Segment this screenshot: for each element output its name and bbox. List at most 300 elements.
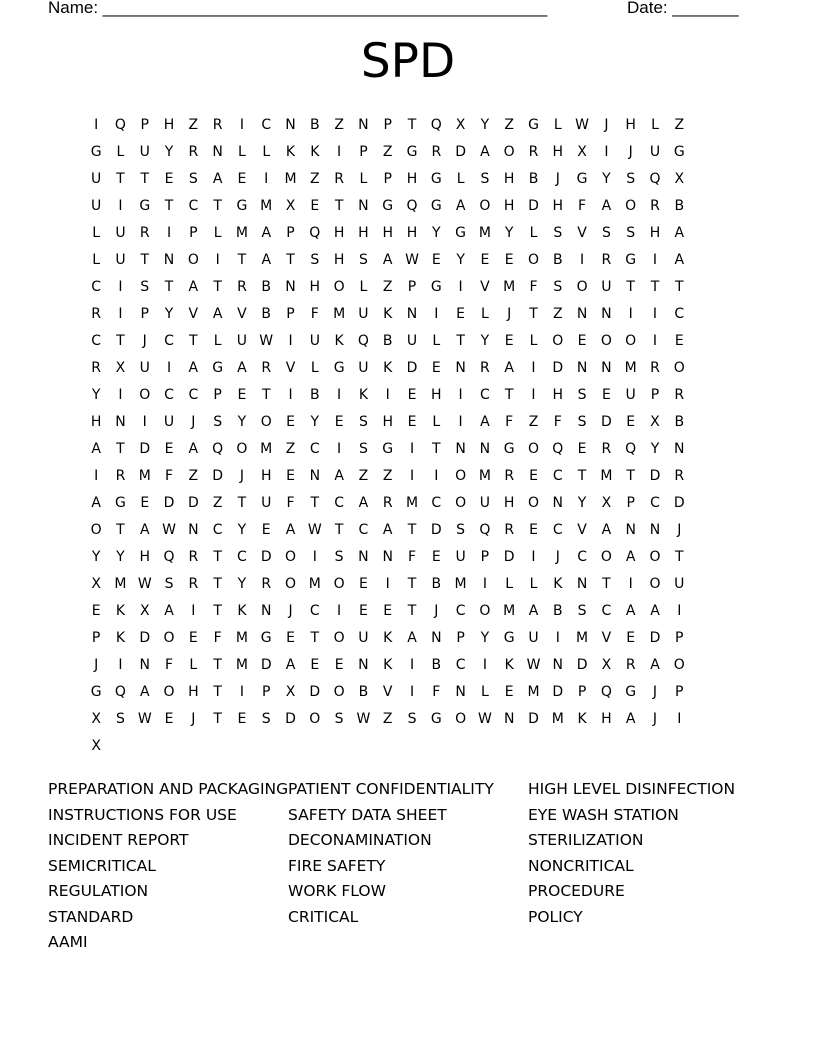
grid-letter[interactable]: V	[237, 306, 247, 322]
grid-letter[interactable]: Q	[552, 441, 564, 457]
grid-letter[interactable]: S	[480, 171, 490, 187]
grid-letter[interactable]: H	[503, 495, 515, 511]
grid-letter[interactable]: U	[528, 630, 539, 646]
grid-letter[interactable]: J	[677, 522, 682, 538]
grid-letter[interactable]: D	[139, 441, 151, 457]
grid-letter[interactable]: N	[163, 252, 175, 268]
grid-letter[interactable]: N	[309, 468, 321, 484]
grid-letter[interactable]: O	[139, 387, 151, 403]
grid-letter[interactable]: N	[479, 441, 491, 457]
grid-letter[interactable]: L	[651, 117, 659, 133]
grid-letter[interactable]: G	[382, 198, 394, 214]
grid-letter[interactable]: L	[432, 414, 441, 430]
grid-letter[interactable]: I	[239, 684, 244, 700]
grid-letter[interactable]: E	[164, 171, 174, 187]
grid-letter[interactable]: X	[115, 360, 126, 376]
grid-letter[interactable]: H	[406, 225, 418, 241]
grid-letter[interactable]: N	[358, 198, 369, 214]
grid-letter[interactable]: T	[529, 306, 538, 322]
grid-letter[interactable]: D	[139, 630, 151, 646]
grid-letter[interactable]: E	[431, 549, 441, 565]
grid-letter[interactable]: S	[334, 549, 344, 565]
grid-letter[interactable]: N	[139, 657, 150, 673]
grid-letter[interactable]: O	[576, 279, 588, 295]
grid-letter[interactable]: R	[601, 441, 612, 457]
grid-letter[interactable]: E	[456, 306, 466, 322]
grid-letter[interactable]: F	[505, 414, 514, 430]
grid-letter[interactable]: J	[555, 171, 560, 187]
grid-letter[interactable]: V	[285, 360, 296, 376]
grid-letter[interactable]: U	[358, 630, 369, 646]
grid-letter[interactable]: T	[650, 279, 660, 295]
grid-letter[interactable]: M	[624, 360, 637, 376]
grid-letter[interactable]: Q	[163, 549, 175, 565]
grid-letter[interactable]: L	[432, 333, 441, 349]
grid-letter[interactable]: K	[553, 576, 563, 592]
grid-letter[interactable]: Z	[382, 279, 393, 295]
grid-letter[interactable]: G	[90, 144, 102, 160]
grid-letter[interactable]: N	[576, 360, 588, 376]
grid-letter[interactable]: F	[529, 279, 538, 295]
grid-letter[interactable]: K	[115, 603, 126, 619]
grid-letter[interactable]: H	[260, 468, 272, 484]
grid-letter[interactable]: I	[337, 387, 342, 403]
grid-letter[interactable]: O	[479, 603, 491, 619]
grid-letter[interactable]: W	[162, 522, 176, 538]
grid-letter[interactable]: R	[650, 360, 660, 376]
grid-letter[interactable]: E	[286, 468, 295, 484]
grid-letter[interactable]: V	[382, 684, 393, 700]
grid-letter[interactable]: L	[359, 279, 368, 295]
grid-letter[interactable]: B	[261, 306, 272, 322]
grid-letter[interactable]: G	[115, 495, 126, 511]
grid-letter[interactable]: A	[625, 711, 636, 727]
grid-letter[interactable]: B	[310, 387, 320, 403]
grid-letter[interactable]: V	[480, 279, 490, 295]
grid-letter[interactable]: O	[625, 198, 637, 214]
grid-letter[interactable]: X	[91, 576, 101, 592]
grid-letter[interactable]: V	[577, 225, 587, 241]
grid-letter[interactable]: I	[142, 414, 147, 430]
grid-letter[interactable]: O	[649, 576, 661, 592]
grid-letter[interactable]: T	[116, 522, 125, 538]
grid-letter[interactable]: F	[213, 630, 222, 646]
grid-letter[interactable]: E	[480, 252, 490, 268]
grid-letter[interactable]: H	[90, 414, 102, 430]
grid-letter[interactable]: O	[673, 360, 685, 376]
grid-letter[interactable]: V	[188, 306, 199, 322]
grid-letter[interactable]: I	[239, 117, 244, 133]
grid-letter[interactable]: D	[600, 414, 612, 430]
grid-letter[interactable]: D	[649, 630, 661, 646]
grid-letter[interactable]: Q	[430, 117, 442, 133]
grid-letter[interactable]: C	[237, 549, 247, 565]
grid-letter[interactable]: C	[601, 603, 612, 619]
grid-letter[interactable]: K	[334, 333, 344, 349]
grid-letter[interactable]: Q	[479, 522, 491, 538]
grid-letter[interactable]: E	[601, 387, 611, 403]
grid-letter[interactable]: P	[359, 144, 368, 160]
grid-letter[interactable]: S	[164, 576, 174, 592]
grid-letter[interactable]: S	[553, 279, 563, 295]
grid-letter[interactable]: C	[91, 279, 102, 295]
grid-letter[interactable]: S	[334, 711, 344, 727]
grid-letter[interactable]: C	[552, 468, 563, 484]
grid-letter[interactable]: E	[529, 522, 538, 538]
grid-letter[interactable]: E	[626, 630, 636, 646]
grid-letter[interactable]: I	[652, 333, 658, 349]
grid-letter[interactable]: E	[504, 252, 514, 268]
grid-letter[interactable]: D	[212, 468, 224, 484]
grid-letter[interactable]: N	[601, 306, 612, 322]
grid-letter[interactable]: I	[652, 252, 658, 268]
grid-letter[interactable]: G	[528, 117, 539, 133]
grid-letter[interactable]: I	[677, 711, 682, 727]
grid-letter[interactable]: T	[116, 333, 125, 349]
grid-letter[interactable]: Y	[237, 414, 247, 430]
grid-letter[interactable]: T	[432, 441, 441, 457]
grid-letter[interactable]: J	[507, 306, 512, 322]
grid-letter[interactable]: R	[504, 468, 515, 484]
grid-letter[interactable]: A	[188, 279, 199, 295]
grid-letter[interactable]: P	[456, 630, 465, 646]
grid-letter[interactable]: S	[310, 252, 320, 268]
grid-letter[interactable]: S	[188, 171, 198, 187]
grid-letter[interactable]: I	[458, 414, 463, 430]
grid-letter[interactable]: B	[552, 603, 563, 619]
grid-letter[interactable]: I	[94, 468, 99, 484]
grid-letter[interactable]: U	[625, 387, 636, 403]
grid-letter[interactable]: C	[188, 198, 199, 214]
grid-letter[interactable]: Z	[212, 495, 223, 511]
grid-letter[interactable]: N	[674, 441, 685, 457]
grid-letter[interactable]: H	[309, 279, 321, 295]
grid-letter[interactable]: D	[649, 468, 661, 484]
grid-letter[interactable]: H	[552, 387, 564, 403]
grid-letter[interactable]: O	[236, 441, 248, 457]
grid-letter[interactable]: G	[382, 441, 394, 457]
grid-letter[interactable]: U	[309, 333, 320, 349]
grid-letter[interactable]: J	[604, 117, 609, 133]
grid-letter[interactable]: M	[551, 711, 564, 727]
grid-letter[interactable]: B	[358, 684, 369, 700]
grid-letter[interactable]: B	[431, 576, 442, 592]
grid-letter[interactable]: I	[337, 441, 342, 457]
grid-letter[interactable]: K	[577, 711, 587, 727]
grid-letter[interactable]: A	[285, 657, 296, 673]
grid-letter[interactable]: T	[213, 279, 222, 295]
grid-letter[interactable]: I	[482, 576, 487, 592]
grid-letter[interactable]: K	[383, 306, 393, 322]
grid-letter[interactable]: I	[337, 603, 342, 619]
grid-letter[interactable]: L	[553, 117, 562, 133]
grid-letter[interactable]: R	[674, 387, 685, 403]
grid-letter[interactable]: E	[286, 630, 295, 646]
grid-letter[interactable]: E	[504, 333, 514, 349]
grid-letter[interactable]: D	[260, 657, 272, 673]
grid-letter[interactable]: R	[601, 252, 612, 268]
grid-letter[interactable]: Y	[480, 117, 490, 133]
grid-letter[interactable]: W	[575, 117, 589, 133]
grid-letter[interactable]: X	[650, 414, 660, 430]
grid-letter[interactable]: S	[577, 387, 587, 403]
grid-letter[interactable]: A	[528, 603, 539, 619]
grid-letter[interactable]: T	[213, 711, 222, 727]
grid-letter[interactable]: S	[553, 225, 563, 241]
grid-letter[interactable]: E	[383, 603, 393, 619]
grid-letter[interactable]: X	[455, 117, 466, 133]
grid-letter[interactable]: H	[552, 198, 564, 214]
grid-letter[interactable]: Q	[406, 198, 418, 214]
grid-letter[interactable]: B	[261, 279, 272, 295]
grid-letter[interactable]: R	[91, 306, 102, 322]
grid-letter[interactable]: L	[213, 225, 222, 241]
grid-letter[interactable]: N	[455, 684, 466, 700]
grid-letter[interactable]: C	[334, 495, 344, 511]
grid-letter[interactable]: O	[285, 549, 297, 565]
grid-letter[interactable]: X	[577, 144, 587, 160]
grid-letter[interactable]: C	[261, 117, 272, 133]
grid-letter[interactable]: Y	[116, 549, 125, 565]
grid-letter[interactable]: N	[455, 441, 466, 457]
grid-letter[interactable]: B	[552, 252, 563, 268]
grid-letter[interactable]: E	[334, 657, 344, 673]
grid-letter[interactable]: X	[139, 603, 150, 619]
grid-letter[interactable]: G	[406, 144, 418, 160]
grid-letter[interactable]: R	[480, 360, 490, 376]
grid-letter[interactable]: B	[382, 333, 393, 349]
grid-letter[interactable]: E	[431, 360, 441, 376]
grid-letter[interactable]: L	[529, 225, 538, 241]
grid-letter[interactable]: C	[309, 441, 320, 457]
grid-letter[interactable]: A	[601, 522, 612, 538]
grid-letter[interactable]: R	[261, 360, 272, 376]
grid-letter[interactable]: O	[503, 144, 515, 160]
grid-letter[interactable]: O	[333, 684, 345, 700]
grid-letter[interactable]: F	[165, 657, 174, 673]
grid-letter[interactable]: Z	[528, 414, 539, 430]
grid-letter[interactable]: M	[527, 684, 540, 700]
grid-letter[interactable]: O	[163, 630, 175, 646]
grid-letter[interactable]: J	[142, 333, 147, 349]
grid-letter[interactable]: R	[188, 576, 199, 592]
grid-letter[interactable]: E	[529, 468, 538, 484]
grid-letter[interactable]: J	[239, 468, 244, 484]
grid-letter[interactable]: O	[333, 630, 345, 646]
grid-letter[interactable]: S	[407, 711, 417, 727]
grid-letter[interactable]: I	[458, 279, 463, 295]
grid-letter[interactable]: R	[528, 144, 539, 160]
grid-letter[interactable]: J	[555, 549, 560, 565]
grid-letter[interactable]: A	[261, 225, 272, 241]
grid-letter[interactable]: A	[91, 441, 101, 457]
grid-letter[interactable]: N	[285, 279, 296, 295]
grid-letter[interactable]: I	[677, 603, 682, 619]
grid-letter[interactable]: L	[505, 576, 514, 592]
grid-letter[interactable]: C	[455, 657, 466, 673]
grid-letter[interactable]: I	[628, 576, 633, 592]
grid-letter[interactable]: O	[285, 576, 297, 592]
grid-letter[interactable]: R	[188, 549, 199, 565]
grid-letter[interactable]: A	[139, 684, 150, 700]
grid-letter[interactable]: T	[140, 252, 150, 268]
grid-letter[interactable]: U	[236, 333, 248, 349]
grid-letter[interactable]: B	[674, 414, 685, 430]
grid-letter[interactable]: M	[260, 441, 273, 457]
grid-letter[interactable]: U	[479, 495, 491, 511]
grid-letter[interactable]: E	[431, 252, 441, 268]
grid-letter[interactable]: Y	[650, 441, 660, 457]
grid-letter[interactable]: M	[138, 468, 151, 484]
grid-letter[interactable]: Y	[237, 522, 247, 538]
grid-letter[interactable]: T	[213, 657, 222, 673]
grid-letter[interactable]: W	[477, 711, 492, 727]
grid-letter[interactable]: H	[503, 171, 515, 187]
grid-letter[interactable]: R	[625, 657, 636, 673]
grid-letter[interactable]: V	[577, 522, 587, 538]
grid-letter[interactable]: O	[333, 279, 345, 295]
grid-letter[interactable]: T	[213, 684, 222, 700]
grid-letter[interactable]: E	[140, 495, 150, 511]
grid-letter[interactable]: F	[165, 468, 174, 484]
grid-letter[interactable]: T	[213, 198, 222, 214]
grid-letter[interactable]: C	[674, 306, 685, 322]
grid-letter[interactable]: T	[504, 387, 514, 403]
grid-letter[interactable]: I	[409, 441, 415, 457]
grid-letter[interactable]: R	[115, 468, 126, 484]
grid-letter[interactable]: Y	[164, 306, 174, 322]
grid-letter[interactable]: U	[674, 576, 685, 592]
grid-letter[interactable]: S	[577, 414, 587, 430]
grid-letter[interactable]: Y	[432, 225, 441, 241]
grid-letter[interactable]: O	[163, 684, 175, 700]
grid-letter[interactable]: C	[91, 333, 102, 349]
grid-letter[interactable]: O	[479, 198, 491, 214]
grid-letter[interactable]: H	[188, 684, 199, 700]
grid-letter[interactable]: N	[625, 522, 636, 538]
grid-letter[interactable]: S	[626, 171, 636, 187]
grid-letter[interactable]: M	[405, 495, 419, 511]
grid-letter[interactable]: W	[526, 657, 541, 673]
grid-letter[interactable]: U	[91, 171, 102, 187]
grid-letter[interactable]: G	[236, 198, 248, 214]
grid-letter[interactable]: I	[166, 225, 172, 241]
grid-letter[interactable]: T	[334, 198, 344, 214]
grid-letter[interactable]: D	[187, 495, 199, 511]
grid-letter[interactable]: R	[261, 576, 272, 592]
grid-letter[interactable]: F	[578, 198, 587, 214]
grid-letter[interactable]: T	[140, 171, 150, 187]
grid-letter[interactable]: N	[358, 549, 369, 565]
grid-letter[interactable]: E	[674, 333, 684, 349]
grid-letter[interactable]: H	[382, 414, 393, 430]
grid-letter[interactable]: W	[307, 522, 322, 538]
grid-letter[interactable]: Y	[577, 495, 587, 511]
grid-letter[interactable]: O	[527, 252, 539, 268]
grid-letter[interactable]: W	[405, 252, 419, 268]
grid-letter[interactable]: A	[504, 360, 514, 376]
grid-letter[interactable]: L	[262, 144, 271, 160]
grid-letter[interactable]: Z	[504, 117, 514, 133]
grid-letter[interactable]: E	[407, 387, 417, 403]
grid-letter[interactable]: C	[309, 603, 320, 619]
grid-letter[interactable]: I	[312, 549, 317, 565]
grid-letter[interactable]: H	[552, 144, 564, 160]
grid-letter[interactable]: G	[212, 360, 224, 376]
grid-letter[interactable]: A	[625, 603, 636, 619]
grid-letter[interactable]: E	[164, 441, 174, 457]
grid-letter[interactable]: P	[675, 630, 684, 646]
grid-letter[interactable]: Y	[504, 225, 514, 241]
grid-letter[interactable]: K	[285, 144, 296, 160]
grid-letter[interactable]: N	[601, 360, 612, 376]
grid-letter[interactable]: I	[94, 117, 99, 133]
grid-letter[interactable]: S	[456, 522, 466, 538]
grid-letter[interactable]: O	[552, 333, 564, 349]
grid-letter[interactable]: T	[237, 495, 247, 511]
grid-letter[interactable]: S	[358, 252, 368, 268]
grid-letter[interactable]: S	[626, 225, 636, 241]
grid-letter[interactable]: O	[527, 495, 539, 511]
grid-letter[interactable]: E	[188, 630, 198, 646]
grid-letter[interactable]: I	[385, 576, 390, 592]
grid-letter[interactable]: N	[358, 657, 369, 673]
grid-letter[interactable]: Q	[600, 684, 612, 700]
grid-letter[interactable]: A	[334, 468, 344, 484]
grid-letter[interactable]: O	[309, 711, 321, 727]
grid-letter[interactable]: E	[91, 603, 101, 619]
grid-letter[interactable]: X	[91, 738, 101, 754]
grid-letter[interactable]: W	[259, 333, 274, 349]
grid-letter[interactable]: I	[409, 684, 415, 700]
grid-letter[interactable]: O	[527, 441, 539, 457]
grid-letter[interactable]: D	[528, 198, 539, 214]
grid-letter[interactable]: T	[602, 576, 611, 592]
grid-letter[interactable]: A	[237, 360, 247, 376]
grid-letter[interactable]: I	[166, 360, 172, 376]
grid-letter[interactable]: E	[358, 576, 368, 592]
grid-letter[interactable]: A	[188, 360, 199, 376]
grid-letter[interactable]: O	[625, 333, 637, 349]
grid-letter[interactable]: Z	[382, 711, 393, 727]
grid-letter[interactable]: U	[455, 549, 466, 565]
grid-letter[interactable]: F	[553, 414, 562, 430]
grid-letter[interactable]: N	[260, 603, 272, 619]
grid-letter[interactable]: A	[625, 549, 636, 565]
grid-letter[interactable]: M	[114, 576, 127, 592]
grid-letter[interactable]: L	[189, 657, 198, 673]
grid-letter[interactable]: C	[164, 387, 174, 403]
grid-letter[interactable]: H	[358, 225, 369, 241]
grid-letter[interactable]: H	[406, 171, 418, 187]
grid-letter[interactable]: I	[434, 306, 439, 322]
grid-letter[interactable]: I	[409, 657, 415, 673]
grid-letter[interactable]: Z	[334, 117, 344, 133]
grid-letter[interactable]: G	[260, 630, 272, 646]
grid-letter[interactable]: U	[163, 414, 175, 430]
grid-letter[interactable]: E	[626, 414, 636, 430]
grid-letter[interactable]: Q	[309, 225, 321, 241]
grid-letter[interactable]: M	[284, 171, 297, 187]
grid-letter[interactable]: M	[454, 576, 467, 592]
grid-letter[interactable]: T	[407, 522, 417, 538]
grid-letter[interactable]: E	[164, 711, 174, 727]
grid-letter[interactable]: C	[188, 387, 199, 403]
grid-letter[interactable]: D	[163, 495, 175, 511]
grid-letter[interactable]: R	[650, 198, 660, 214]
grid-letter[interactable]: G	[576, 171, 588, 187]
grid-letter[interactable]: G	[455, 225, 467, 241]
